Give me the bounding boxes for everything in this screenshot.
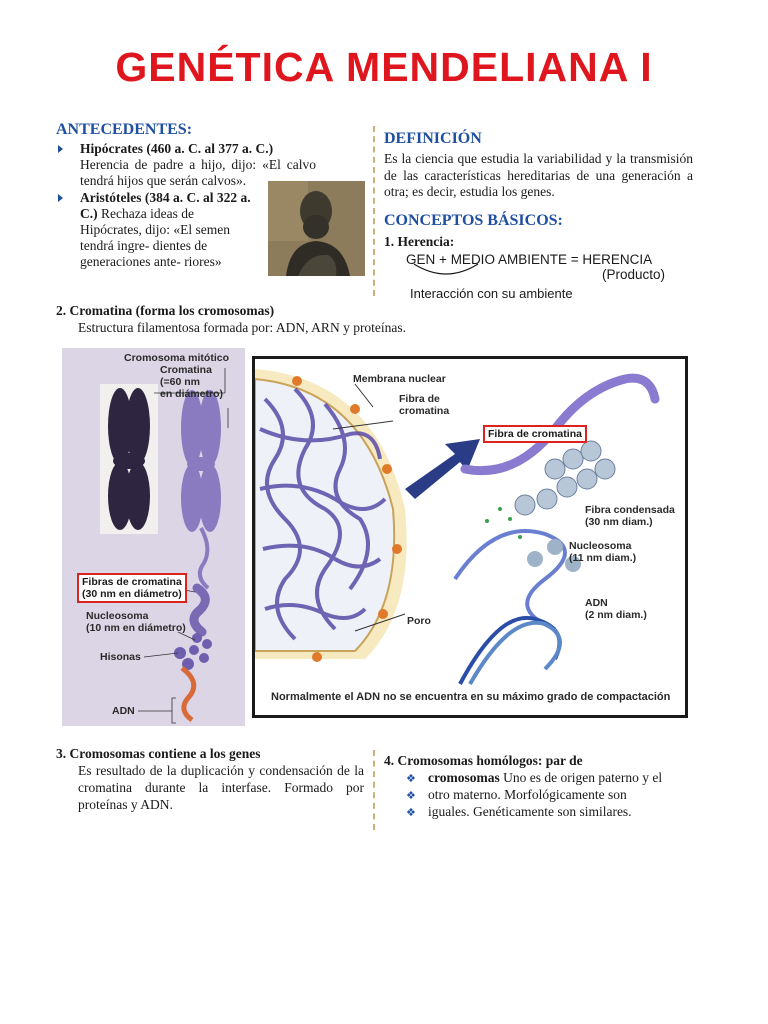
conceptos-section bbox=[384, 212, 693, 301]
interaction-brace-icon bbox=[412, 262, 480, 278]
diamond-bullet-icon: ❖ bbox=[406, 806, 416, 819]
homologos-line3 bbox=[384, 803, 694, 820]
definicion-heading: DEFINICIÓN bbox=[384, 130, 482, 147]
cromatina-text: Estructura filamentosa formada por: ADN, ARN y proteínas. bbox=[78, 320, 407, 335]
bullet-arrow-icon bbox=[58, 194, 63, 202]
gen-term: GEN bbox=[406, 252, 436, 267]
homologos-line1 bbox=[384, 769, 694, 786]
page-title: GENÉTICA MENDELIANA I bbox=[115, 44, 653, 90]
fibras-line1: Fibras de cromatina bbox=[82, 576, 182, 588]
fibras-cromatina-box bbox=[77, 573, 187, 603]
aristoteles-text: Rechaza ideas de Hipócrates, dijo: «El semen tendrá ingre- dientes de generaciones ante- riores» bbox=[80, 206, 230, 269]
antecedentes-heading: ANTECEDENTES: bbox=[56, 121, 193, 138]
aristoteles-name: Aristóteles (384 a. C. al 322 a. C.) bbox=[80, 190, 251, 221]
adn-right-line1: ADN bbox=[585, 597, 608, 609]
cromatina-section bbox=[56, 302, 756, 336]
cromosomas-section bbox=[56, 745, 364, 813]
fibra-line2: cromatina bbox=[399, 405, 450, 417]
figure-caption: Normalmente el ADN no se encuentra en su máximo grado de compactación bbox=[271, 691, 671, 703]
definicion-text: Es la ciencia que estudia la variabilidad y la transmisión de las características hereditarias de una generación a otra; es decir, estudia los genes. bbox=[384, 151, 693, 199]
fibra-cromatina-box: Fibra de cromatina bbox=[483, 425, 587, 443]
nucleus-diagram bbox=[252, 356, 688, 718]
hipocrates-text: Herencia de padre a hijo, dijo: «El calvo tendrá hijos que serán calvos». bbox=[80, 157, 316, 188]
homologos-line2-text: otro materno. Morfológicamente son bbox=[428, 787, 627, 802]
cromatina-label bbox=[160, 364, 223, 400]
column-divider-top bbox=[373, 126, 375, 296]
herencia-term: HERENCIA bbox=[582, 252, 653, 267]
hipocrates-name: Hipócrates (460 a. C. al 377 a. C.) bbox=[80, 141, 274, 156]
adn-right-line2: (2 nm diam.) bbox=[585, 609, 647, 621]
nucleosoma-right-line1: Nucleosoma bbox=[569, 540, 632, 552]
conceptos-heading: CONCEPTOS BÁSICOS: bbox=[384, 212, 563, 229]
fibra-condensada-label bbox=[585, 504, 675, 528]
hisonas-label: Hisonas bbox=[100, 651, 141, 663]
diamond-bullet-icon: ❖ bbox=[406, 772, 416, 785]
interaccion-label: Interacción con su ambiente bbox=[410, 286, 573, 301]
plus-sign: + bbox=[439, 252, 447, 267]
membrana-nuclear-label: Membrana nuclear bbox=[353, 373, 446, 385]
cromatina-line3: en diámetro) bbox=[160, 388, 224, 400]
cromosomas-heading: 3. Cromosomas contiene a los genes bbox=[56, 746, 261, 761]
fibras-line2: (30 nm en diámetro) bbox=[82, 588, 182, 600]
condensada-line1: Fibra condensada bbox=[585, 504, 675, 516]
cromatina-heading: 2. Cromatina (forma los cromosomas) bbox=[56, 303, 275, 318]
cromatina-line2: (=60 nm bbox=[160, 376, 200, 388]
homologos-section bbox=[384, 752, 694, 820]
column-divider-bottom bbox=[373, 750, 375, 830]
condensada-line2: (30 nm diam.) bbox=[585, 516, 653, 528]
homologos-line2 bbox=[384, 786, 694, 803]
homologos-line3-text: iguales. Genéticamente son similares. bbox=[428, 804, 632, 819]
fibra-cromatina-label bbox=[399, 393, 449, 417]
nucleosoma-line2: (10 nm en diámetro) bbox=[86, 622, 186, 634]
chromosome-diagram bbox=[62, 348, 245, 726]
equals-sign: = bbox=[570, 252, 579, 267]
bullet-arrow-icon bbox=[58, 145, 63, 153]
fibra-line1: Fibra de bbox=[399, 393, 440, 405]
homologos-bold: cromosomas bbox=[428, 770, 500, 785]
definicion-section bbox=[384, 130, 693, 201]
homologos-heading: 4. Cromosomas homólogos: par de bbox=[384, 753, 583, 768]
medio-term: MEDIO AMBIENTE bbox=[450, 252, 567, 267]
homologos-line1-text: Uno es de origen paterno y el bbox=[499, 770, 663, 785]
producto-label: (Producto) bbox=[602, 267, 666, 282]
nucleosoma-right-line2: (11 nm diam.) bbox=[569, 552, 637, 564]
cromatina-line1: Cromatina bbox=[160, 364, 212, 376]
poro-label: Poro bbox=[407, 615, 431, 627]
cromosomas-text: Es resultado de la duplicación y condensación de la cromatina durante la interfase. Formado por proteínas y ADN. bbox=[78, 763, 364, 812]
statue-bust-image bbox=[268, 181, 365, 276]
adn-right-label bbox=[585, 597, 647, 621]
nucleosoma-right-label bbox=[569, 540, 636, 564]
antecedentes-section bbox=[56, 121, 316, 270]
herencia-label: 1. Herencia: bbox=[384, 234, 455, 249]
aristoteles-item bbox=[56, 190, 256, 270]
cromosoma-mitotico-label: Cromosoma mitótico bbox=[124, 352, 230, 364]
diamond-bullet-icon: ❖ bbox=[406, 789, 416, 802]
nucleosoma-label bbox=[86, 610, 186, 634]
nucleosoma-line1: Nucleosoma bbox=[86, 610, 149, 622]
adn-label-left: ADN bbox=[112, 705, 135, 717]
